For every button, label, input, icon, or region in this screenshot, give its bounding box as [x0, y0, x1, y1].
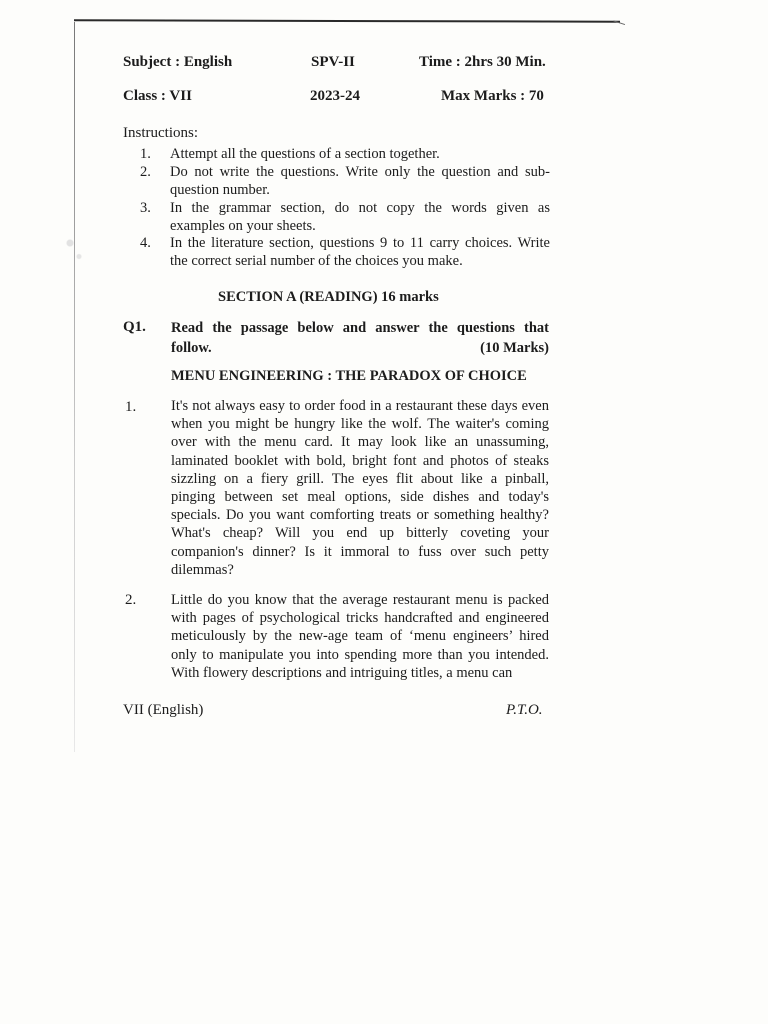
instruction-text: In the grammar section, do not copy the words given as examples on your sheets.	[170, 200, 550, 234]
passage-title: MENU ENGINEERING : THE PARADOX OF CHOICE	[171, 368, 527, 384]
section-title: SECTION A (READING) 16 marks	[218, 289, 439, 305]
question-line-end: follow.	[171, 340, 212, 356]
question-number: Q1.	[123, 319, 146, 335]
subject-label: Subject : English	[123, 54, 233, 70]
instruction-text: Attempt all the questions of a section together.	[170, 146, 440, 162]
paragraph-number: 1.	[125, 399, 137, 415]
instructions-heading: Instructions:	[123, 125, 198, 141]
max-marks-label: Max Marks : 70	[441, 88, 544, 104]
question-line: Read the passage below and answer the questions that	[171, 320, 549, 336]
instruction-text: In the literature section, questions 9 to 11 carry choices. Write the correct serial number of the choices you make.	[170, 235, 550, 269]
question-marks: (10 Marks)	[480, 340, 549, 356]
scan-border-top	[74, 19, 620, 22]
header-row-1	[123, 54, 548, 74]
footer-pto: P.T.O.	[506, 702, 543, 718]
scan-speckle	[58, 225, 88, 270]
scan-border-left	[74, 22, 75, 752]
instruction-item	[140, 199, 550, 235]
instruction-item	[140, 163, 550, 199]
academic-year: 2023-24	[310, 88, 360, 104]
header-row-2	[123, 88, 548, 108]
paragraph-number: 2.	[125, 592, 137, 608]
footer-class-subject: VII (English)	[123, 702, 204, 718]
passage-paragraph: It's not always easy to order food in a restaurant these days even when you might be hungry like the wolf. The waiter's coming over with the menu card. It may look like an unassuming, laminated booklet with bold, bright font and photos of steaks sizzling on a fiery grill. The eyes flit about like a pinball, pinging between set meal options, side dishes and today's specials. Do you want comforting treats or something healthy? What's cheap? Will you end up bitterly coveting your companion's dinner? Is it immoral to fuss over such petty dilemmas?	[171, 398, 549, 578]
instruction-item	[140, 234, 550, 270]
instruction-text: Do not write the questions. Write only the question and sub-question number.	[170, 164, 550, 198]
instruction-number: 2.	[140, 164, 151, 180]
question-text	[171, 318, 549, 358]
instruction-number: 4.	[140, 235, 151, 251]
class-label: Class : VII	[123, 88, 192, 104]
passage-paragraph: Little do you know that the average restaurant menu is packed with pages of psychological tricks handcrafted and engineered meticulously by the new-age team of ‘menu engineers’ hired only to manipulate you into spending more than you intended. With flowery descriptions and intriguing titles, a menu can	[171, 592, 549, 681]
instruction-item	[140, 145, 550, 163]
time-label: Time : 2hrs 30 Min.	[419, 54, 546, 70]
instruction-number: 3.	[140, 200, 151, 216]
instruction-number: 1.	[140, 146, 151, 162]
scan-mark	[611, 20, 625, 32]
exam-code: SPV-II	[311, 54, 355, 70]
question-line-2	[171, 338, 549, 358]
